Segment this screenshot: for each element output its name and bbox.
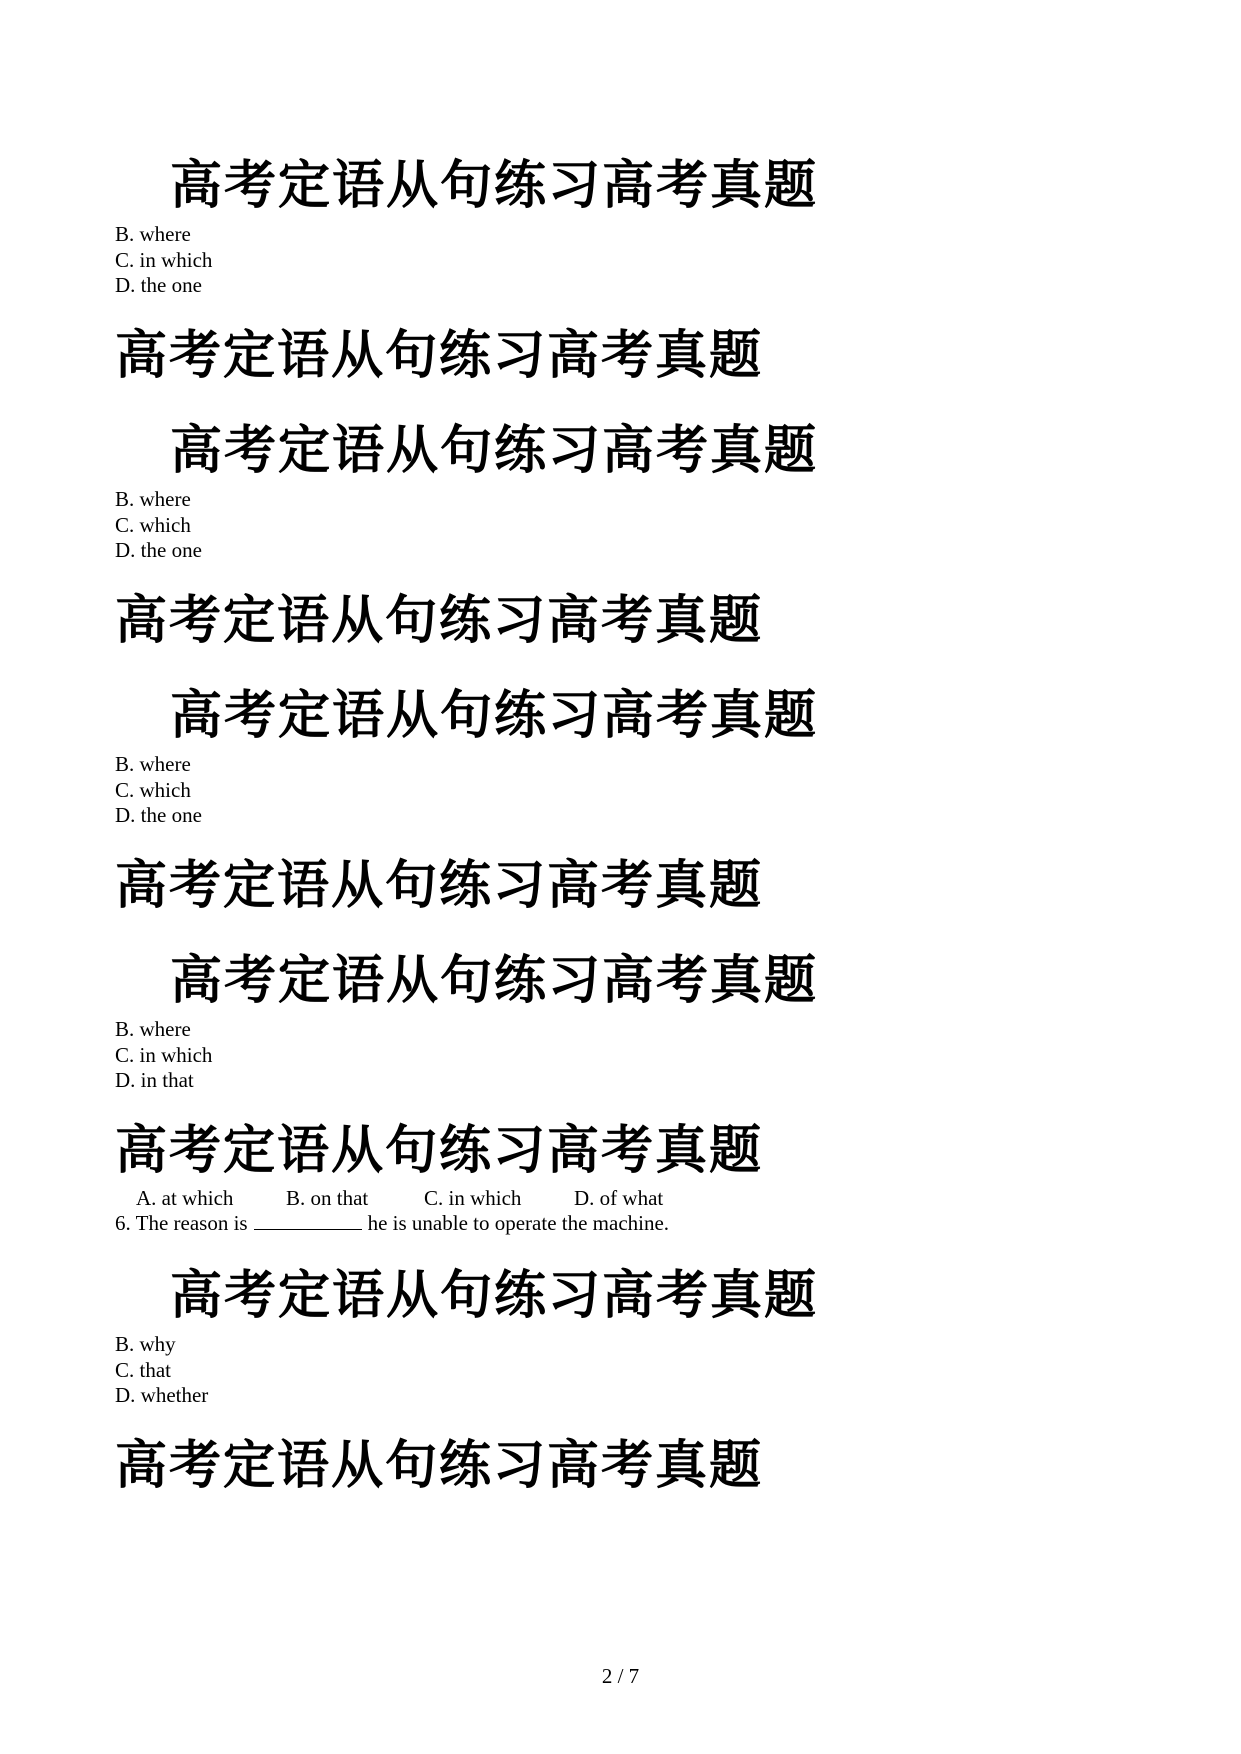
option-c: C. which [115,512,191,537]
options-list [115,1332,208,1409]
inline-option-a: A. at which [136,1186,234,1210]
options-list [115,752,202,829]
option-b: B. where [115,487,191,511]
heading-flush: 高考定语从句练习高考真题 [115,1435,764,1496]
option-d: D. the one [115,538,202,562]
option-b: B. where [115,752,191,776]
question-6-end: he is unable to operate the machine. [367,1211,670,1235]
heading-indented: 高考定语从句练习高考真题 [170,155,819,216]
option-d: D. in that [115,1068,194,1092]
option-c: C. in which [115,1042,213,1067]
option-c: C. that [115,1357,171,1382]
option-b: B. where [115,222,191,246]
option-d: D. whether [115,1383,209,1407]
page-number: 2 / 7 [601,1664,640,1688]
heading-indented: 高考定语从句练习高考真题 [170,685,819,746]
option-c: C. which [115,777,191,802]
question-6 [115,1211,669,1236]
heading-flush: 高考定语从句练习高考真题 [115,325,764,386]
question-6-start: 6. The reason is [115,1211,248,1235]
inline-option-d: D. of what [574,1186,664,1210]
option-d: D. the one [115,273,202,297]
heading-indented: 高考定语从句练习高考真题 [170,420,819,481]
option-d: D. the one [115,803,202,827]
heading-indented: 高考定语从句练习高考真题 [170,1265,819,1326]
option-c: C. in which [115,247,213,272]
inline-option-c: C. in which [424,1186,522,1210]
option-b: B. why [115,1332,176,1356]
options-list [115,222,212,299]
heading-flush: 高考定语从句练习高考真题 [115,1120,764,1181]
option-b: B. where [115,1017,191,1041]
options-list [115,487,202,564]
heading-flush: 高考定语从句练习高考真题 [115,590,764,651]
answer-blank [254,1211,362,1230]
options-list [115,1017,212,1094]
heading-indented: 高考定语从句练习高考真题 [170,950,819,1011]
inline-option-b: B. on that [286,1186,369,1210]
heading-flush: 高考定语从句练习高考真题 [115,855,764,916]
